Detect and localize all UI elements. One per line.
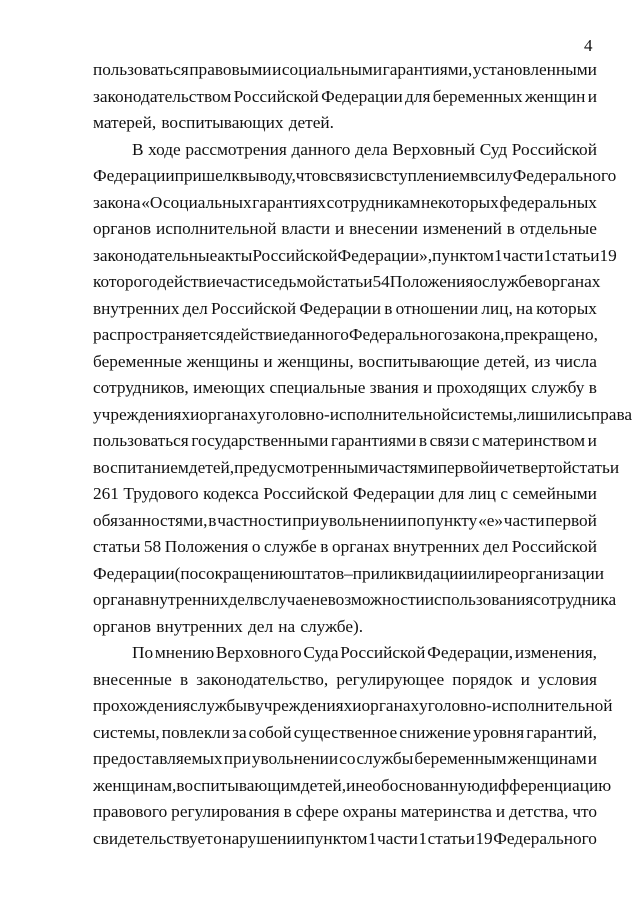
word: Федерации, bbox=[427, 643, 514, 662]
word: необоснованную bbox=[355, 775, 480, 795]
text-line bbox=[93, 561, 604, 588]
word: случае bbox=[261, 590, 311, 609]
text-line bbox=[93, 481, 597, 508]
word: с bbox=[500, 484, 508, 503]
word: Федерации bbox=[352, 484, 435, 503]
word: и bbox=[495, 802, 506, 821]
word: изменений bbox=[422, 219, 502, 238]
word: внесенные bbox=[93, 669, 172, 689]
word: использования bbox=[424, 590, 534, 609]
word: Российской bbox=[511, 139, 597, 159]
word: воспитанием bbox=[93, 457, 189, 477]
word: Федерального bbox=[493, 828, 597, 848]
word: штатов bbox=[291, 563, 345, 583]
word: и bbox=[190, 404, 200, 424]
word: прекращено, bbox=[504, 325, 598, 344]
word: власти bbox=[281, 219, 331, 238]
word: органа bbox=[93, 590, 142, 609]
word: и bbox=[587, 749, 597, 768]
text-line bbox=[93, 322, 597, 349]
word: статьи bbox=[571, 457, 620, 477]
word: вступлением bbox=[375, 166, 471, 185]
word: органах bbox=[361, 696, 420, 715]
word: Верховный bbox=[392, 139, 476, 159]
word: статьи bbox=[93, 537, 141, 556]
word: законодательством bbox=[93, 86, 232, 106]
word: снижение bbox=[399, 722, 471, 742]
word: числа bbox=[555, 351, 597, 371]
word: для bbox=[405, 86, 431, 106]
word: гарантиях bbox=[252, 192, 326, 212]
word: лиц bbox=[468, 484, 496, 503]
word: Российской bbox=[252, 245, 338, 265]
word: или bbox=[467, 563, 495, 583]
word: 54 bbox=[372, 272, 390, 291]
text-line bbox=[93, 190, 597, 217]
word: социальными bbox=[281, 60, 383, 79]
word: права bbox=[590, 404, 633, 424]
text-line bbox=[93, 746, 597, 773]
word: собой bbox=[248, 722, 292, 742]
word: в bbox=[320, 166, 329, 185]
word: уровня bbox=[472, 722, 525, 742]
word: проходящих bbox=[436, 378, 527, 397]
word: с bbox=[471, 431, 480, 450]
word: и bbox=[334, 219, 345, 238]
word: дел bbox=[182, 298, 208, 318]
word: уголовно-исполнительной bbox=[257, 404, 451, 424]
word: материнством bbox=[482, 431, 586, 450]
text-line bbox=[93, 243, 617, 270]
word: в bbox=[470, 166, 479, 185]
word: статьи bbox=[427, 828, 475, 848]
word: невозможности bbox=[310, 590, 425, 609]
text-line bbox=[93, 110, 597, 137]
word: что bbox=[572, 802, 597, 821]
text-line bbox=[93, 614, 597, 641]
word: законодательство, bbox=[196, 669, 329, 689]
text-line bbox=[93, 773, 612, 800]
word: внутренних bbox=[156, 616, 243, 636]
word: и bbox=[272, 60, 282, 79]
word: части bbox=[502, 245, 544, 265]
word: Российской bbox=[340, 643, 426, 662]
word: и bbox=[587, 86, 597, 106]
word: из bbox=[534, 351, 551, 371]
word: отдельные bbox=[519, 219, 597, 238]
word: дел bbox=[483, 537, 509, 556]
paragraph bbox=[93, 640, 613, 852]
word: службе). bbox=[300, 616, 364, 636]
word: статьи bbox=[552, 245, 600, 265]
word: службы bbox=[190, 696, 247, 715]
text-line bbox=[93, 137, 597, 164]
text-line bbox=[93, 428, 597, 455]
word: Суда bbox=[303, 643, 339, 662]
word: службу bbox=[531, 378, 585, 397]
word: пользоваться bbox=[93, 60, 189, 79]
word: данного bbox=[291, 139, 351, 159]
word: исполнительной bbox=[155, 219, 277, 238]
document-body bbox=[93, 57, 633, 852]
word: частности bbox=[217, 510, 292, 530]
word: увольнении bbox=[320, 510, 407, 530]
word: в bbox=[246, 696, 256, 715]
text-line bbox=[93, 508, 597, 535]
word: и bbox=[423, 378, 433, 397]
word: законодательные bbox=[93, 245, 218, 265]
word: 1 bbox=[418, 828, 428, 848]
word: части bbox=[503, 510, 545, 530]
word: внесении bbox=[349, 219, 418, 238]
word: детей, bbox=[484, 351, 530, 371]
word: в bbox=[283, 802, 292, 821]
text-line bbox=[93, 57, 597, 84]
word: прохождения bbox=[93, 696, 191, 715]
word: дела bbox=[355, 139, 388, 159]
word: и bbox=[346, 775, 356, 795]
word: 19 bbox=[475, 828, 493, 848]
word: Российской bbox=[511, 537, 597, 556]
word: обязанностями, bbox=[93, 510, 208, 530]
word: системы, bbox=[450, 404, 518, 424]
word: регулирования bbox=[171, 802, 280, 821]
word: женщины, bbox=[277, 351, 354, 371]
word: внутренних bbox=[141, 590, 229, 609]
word: системы, bbox=[93, 722, 160, 742]
word: службе bbox=[482, 272, 535, 291]
word: Российской bbox=[263, 484, 349, 503]
word: к bbox=[231, 166, 240, 185]
word: службе bbox=[264, 537, 317, 556]
word: гарантиями, bbox=[382, 60, 473, 79]
word: женщин bbox=[524, 86, 586, 106]
text-line bbox=[93, 720, 597, 747]
word: Федерального bbox=[512, 166, 617, 185]
word: что bbox=[295, 166, 321, 185]
word: детей, bbox=[300, 775, 347, 795]
word: в bbox=[179, 669, 189, 689]
word: органах bbox=[331, 537, 390, 556]
page-number: 4 bbox=[584, 36, 593, 55]
word: которых bbox=[536, 298, 597, 318]
word: на bbox=[516, 298, 533, 318]
word: дел bbox=[247, 616, 274, 636]
word: о bbox=[473, 272, 482, 291]
word: в bbox=[253, 590, 262, 609]
word: материнства bbox=[400, 802, 492, 821]
word: службы bbox=[356, 749, 414, 768]
word: лиц, bbox=[481, 298, 513, 318]
word: ходе bbox=[148, 139, 181, 159]
word: сотрудников, bbox=[93, 378, 189, 397]
text-line bbox=[93, 402, 633, 429]
word: акты bbox=[217, 245, 253, 265]
word: гарантиями bbox=[331, 431, 417, 450]
text-line bbox=[93, 799, 597, 826]
word: и bbox=[263, 351, 273, 371]
paragraph bbox=[93, 57, 597, 137]
word: реорганизации bbox=[494, 563, 604, 583]
word: правового bbox=[93, 802, 168, 821]
word: пунктом bbox=[305, 828, 368, 848]
word: Положения bbox=[389, 272, 474, 291]
word: пользоваться bbox=[93, 431, 189, 450]
word: первой bbox=[437, 457, 490, 477]
word: Федерации bbox=[299, 298, 382, 318]
word: со bbox=[339, 749, 356, 768]
word: в bbox=[506, 219, 515, 238]
word: сотрудникам bbox=[326, 192, 421, 212]
text-line bbox=[93, 826, 597, 853]
word: отношении bbox=[395, 298, 479, 318]
word: и bbox=[587, 431, 597, 450]
word: которого bbox=[93, 272, 158, 291]
word: 1 bbox=[543, 245, 553, 265]
text-line bbox=[93, 163, 617, 190]
word: связи bbox=[328, 166, 369, 185]
word: в bbox=[384, 298, 393, 318]
word: в bbox=[320, 537, 329, 556]
word: органах bbox=[542, 272, 601, 291]
word: уголовно-исполнительной bbox=[419, 696, 613, 715]
word: частями bbox=[378, 457, 438, 477]
word: закона, bbox=[452, 325, 505, 344]
word: существенное bbox=[293, 722, 398, 742]
word: некоторых bbox=[421, 192, 499, 212]
word: беременные bbox=[93, 351, 182, 371]
word: имеющих bbox=[193, 378, 266, 397]
word: статьи bbox=[325, 272, 373, 291]
word: федеральных bbox=[499, 192, 597, 212]
word: для bbox=[438, 484, 465, 503]
word: регулирующее bbox=[336, 669, 445, 689]
word: пришел bbox=[174, 166, 232, 185]
word: и bbox=[520, 669, 530, 689]
word: ликвидации bbox=[379, 563, 468, 583]
word: – bbox=[344, 563, 353, 583]
word: части bbox=[377, 828, 418, 848]
word: Российской bbox=[233, 86, 319, 106]
word: выводу, bbox=[239, 166, 296, 185]
word: закона bbox=[93, 192, 141, 212]
word: распространяется bbox=[93, 325, 224, 344]
text-line bbox=[93, 296, 597, 323]
word: за bbox=[232, 722, 247, 742]
text-line bbox=[93, 640, 597, 667]
word: сокращению bbox=[198, 563, 292, 583]
word: специальные bbox=[269, 378, 366, 397]
word: матерей, bbox=[93, 113, 157, 132]
word: действие bbox=[157, 272, 224, 291]
word: «О bbox=[141, 192, 163, 212]
word: звания bbox=[369, 378, 419, 397]
word: о bbox=[213, 828, 222, 848]
word: изменения, bbox=[514, 643, 597, 662]
word: детей, bbox=[188, 457, 235, 477]
word: увольнении bbox=[251, 749, 339, 768]
word: связи bbox=[429, 431, 470, 450]
word: По bbox=[132, 643, 154, 662]
word: седьмой bbox=[264, 272, 326, 291]
word: рассмотрения bbox=[185, 139, 287, 159]
word: детей. bbox=[288, 113, 334, 132]
word: в bbox=[418, 431, 428, 450]
word: на bbox=[278, 616, 296, 636]
word: 58 bbox=[143, 537, 162, 556]
word: 19 bbox=[599, 245, 617, 265]
word: дифференциацию bbox=[479, 775, 612, 795]
word: порядок bbox=[452, 669, 513, 689]
text-line bbox=[93, 667, 597, 694]
paragraph bbox=[93, 137, 633, 641]
word: беременных bbox=[432, 86, 523, 106]
word: органов bbox=[93, 219, 152, 238]
word: сфере bbox=[295, 802, 339, 821]
word: детства, bbox=[509, 802, 569, 821]
word: в bbox=[534, 272, 543, 291]
word: семейными bbox=[512, 484, 597, 503]
word: нарушении bbox=[222, 828, 306, 848]
word: В bbox=[132, 139, 144, 159]
word: кодекса bbox=[203, 484, 259, 503]
word: повлекли bbox=[161, 722, 231, 742]
word: предоставляемых bbox=[93, 749, 223, 768]
word: о bbox=[251, 537, 261, 556]
word: беременным bbox=[414, 749, 507, 768]
word: данного bbox=[289, 325, 349, 344]
word: Суд bbox=[479, 139, 508, 159]
word: силу bbox=[478, 166, 513, 185]
word: первой bbox=[545, 510, 597, 530]
word: при bbox=[352, 563, 380, 583]
word: сотрудника bbox=[533, 590, 617, 609]
word: внутренних bbox=[93, 298, 180, 318]
word: в bbox=[208, 510, 217, 530]
word: «е» bbox=[478, 510, 504, 530]
text-line bbox=[93, 455, 620, 482]
word: пункту bbox=[426, 510, 478, 530]
text-line bbox=[93, 84, 597, 111]
word: социальных bbox=[162, 192, 252, 212]
text-line bbox=[93, 693, 613, 720]
word: лишились bbox=[517, 404, 591, 424]
word: при bbox=[223, 749, 251, 768]
word: органов bbox=[93, 616, 152, 636]
word: правовыми bbox=[189, 60, 272, 79]
word: с bbox=[368, 166, 376, 185]
word: пунктом bbox=[432, 245, 494, 265]
word: Федерации bbox=[93, 563, 175, 583]
word: Положения bbox=[164, 537, 249, 556]
word: внутренних bbox=[393, 537, 480, 556]
text-line bbox=[93, 349, 597, 376]
word: действие bbox=[223, 325, 290, 344]
word: мнению bbox=[154, 643, 215, 662]
word: Российской bbox=[211, 298, 297, 318]
word: органах bbox=[199, 404, 257, 424]
word: в bbox=[588, 378, 597, 397]
word: воспитывающих bbox=[161, 113, 284, 132]
word: женщинам, bbox=[93, 775, 177, 795]
text-line bbox=[93, 216, 597, 243]
text-line bbox=[93, 269, 601, 296]
word: Федерального bbox=[348, 325, 453, 344]
word: 1 bbox=[493, 245, 503, 265]
word: государственными bbox=[191, 431, 329, 450]
word: и bbox=[489, 457, 499, 477]
text-line bbox=[93, 375, 597, 402]
word: условия bbox=[538, 669, 597, 689]
word: воспитывающие bbox=[358, 351, 480, 371]
word: свидетельствует bbox=[93, 828, 213, 848]
text-line bbox=[93, 587, 617, 614]
word: четвертой bbox=[498, 457, 572, 477]
word: женщинам bbox=[507, 749, 587, 768]
word: гарантий, bbox=[526, 722, 597, 742]
word: учреждениях bbox=[255, 696, 353, 715]
word: Трудового bbox=[123, 484, 199, 503]
text-line bbox=[93, 534, 597, 561]
word: учреждениях bbox=[93, 404, 191, 424]
word: Верховного bbox=[215, 643, 302, 662]
word: воспитывающим bbox=[176, 775, 301, 795]
word: (по bbox=[174, 563, 199, 583]
word: 1 bbox=[367, 828, 377, 848]
word: по bbox=[407, 510, 426, 530]
word: установленными bbox=[472, 60, 597, 79]
word: охраны bbox=[342, 802, 397, 821]
word: Федерации bbox=[93, 166, 175, 185]
word: и bbox=[352, 696, 362, 715]
word: при bbox=[292, 510, 320, 530]
word: 261 bbox=[93, 484, 119, 503]
word: части bbox=[223, 272, 265, 291]
word: женщины bbox=[186, 351, 259, 371]
word: Федерации», bbox=[337, 245, 433, 265]
word: предусмотренными bbox=[234, 457, 379, 477]
word: Федерации bbox=[321, 86, 403, 106]
word: дел bbox=[228, 590, 254, 609]
